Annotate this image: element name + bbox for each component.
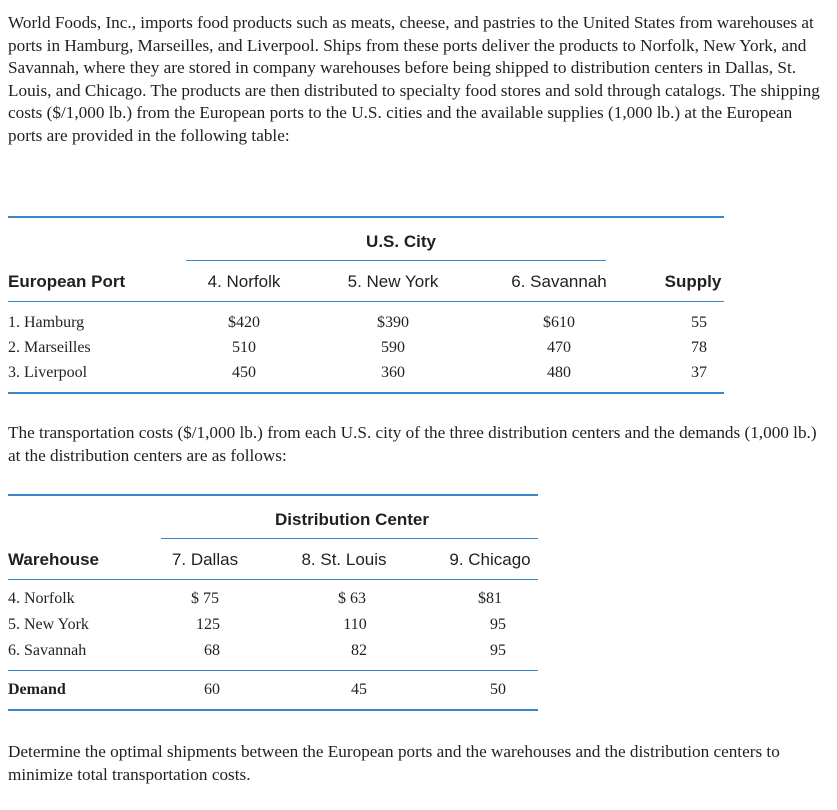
table-cell: $610: [543, 314, 575, 331]
group-header-underline: [186, 260, 606, 261]
table-cell: 510: [232, 339, 256, 356]
column-header-chicago: 9. Chicago: [449, 550, 531, 569]
demand-cell: 45: [351, 681, 367, 698]
supply-cell: 78: [691, 339, 707, 356]
table-bottom-rule: [8, 392, 724, 394]
table-cell: 360: [381, 364, 405, 381]
column-header-supply: Supply: [664, 272, 722, 291]
table-top-rule: [8, 494, 538, 496]
column-header-dallas: 7. Dallas: [171, 550, 239, 569]
column-header-norfolk: 4. Norfolk: [207, 272, 281, 291]
row-label-norfolk: 4. Norfolk: [8, 590, 75, 607]
demand-cell: 50: [490, 681, 506, 698]
table-cell: 470: [547, 339, 571, 356]
table-cell: 125: [196, 616, 220, 633]
row-label-new-york: 5. New York: [8, 616, 89, 633]
group-header-underline: [161, 538, 538, 539]
demand-label: Demand: [8, 681, 66, 698]
table-cell: 95: [490, 616, 506, 633]
table-cell: $420: [228, 314, 260, 331]
middle-paragraph: The transportation costs ($/1,000 lb.) from each U.S. city of the three distribution centers and the demands (1,000 lb.) at the distribution centers are as follows:: [8, 423, 817, 465]
row-label-marseilles: 2. Marseilles: [8, 339, 91, 356]
table-cell: 95: [490, 642, 506, 659]
table-cell: 590: [381, 339, 405, 356]
row-label-savannah: 6. Savannah: [8, 642, 87, 659]
group-header-distribution-center: Distribution Center: [275, 510, 429, 529]
column-header-new-york: 5. New York: [347, 272, 439, 291]
table-bottom-rule: [8, 709, 538, 711]
table-cell: $81: [478, 590, 502, 607]
supply-cell: 37: [691, 364, 707, 381]
table-cell: $ 75: [191, 590, 219, 607]
table-cell: $ 63: [338, 590, 366, 607]
supply-cell: 55: [691, 314, 707, 331]
table-cell: 450: [232, 364, 256, 381]
distribution-cost-table: [8, 494, 538, 712]
intro-paragraph: World Foods, Inc., imports food products such as meats, cheese, and pastries to the United States from warehouses at ports in Hamburg, Marseilles, and Liverpool. Ships from these ports deliver the products to Norfolk, New York, and Savannah, where they are stored in company warehouses before being shipped to distribution centers in Dallas, St. Louis, and Chicago. The products are then distributed to specialty food stores and sold through catalogs. The shipping costs ($/1,000 lb.) from the European ports to the U.S. cities and the available supplies (1,000 lb.) at the European ports are provided in the following table:: [8, 13, 820, 145]
column-header-savannah: 6. Savannah: [511, 272, 607, 291]
closing-paragraph: Determine the optimal shipments between the European ports and the warehouses and the distribution centers to minimize total transportation costs.: [8, 742, 780, 784]
table-top-rule: [8, 216, 724, 218]
group-header-us-city: U.S. City: [366, 232, 436, 251]
row-header-european-port: European Port: [8, 272, 126, 291]
table-cell: 68: [204, 642, 220, 659]
row-label-hamburg: 1. Hamburg: [8, 314, 85, 331]
row-label-liverpool: 3. Liverpool: [8, 364, 88, 381]
column-header-st-louis: 8. St. Louis: [301, 550, 387, 569]
header-rule: [8, 579, 538, 580]
demand-rule: [8, 670, 538, 671]
table-cell: 110: [343, 616, 367, 633]
header-rule: [8, 301, 724, 302]
shipping-cost-table: [8, 216, 724, 394]
demand-cell: 60: [204, 681, 220, 698]
table-cell: 82: [351, 642, 367, 659]
row-header-warehouse: Warehouse: [8, 550, 100, 569]
table-cell: $390: [377, 314, 409, 331]
table-cell: 480: [547, 364, 571, 381]
